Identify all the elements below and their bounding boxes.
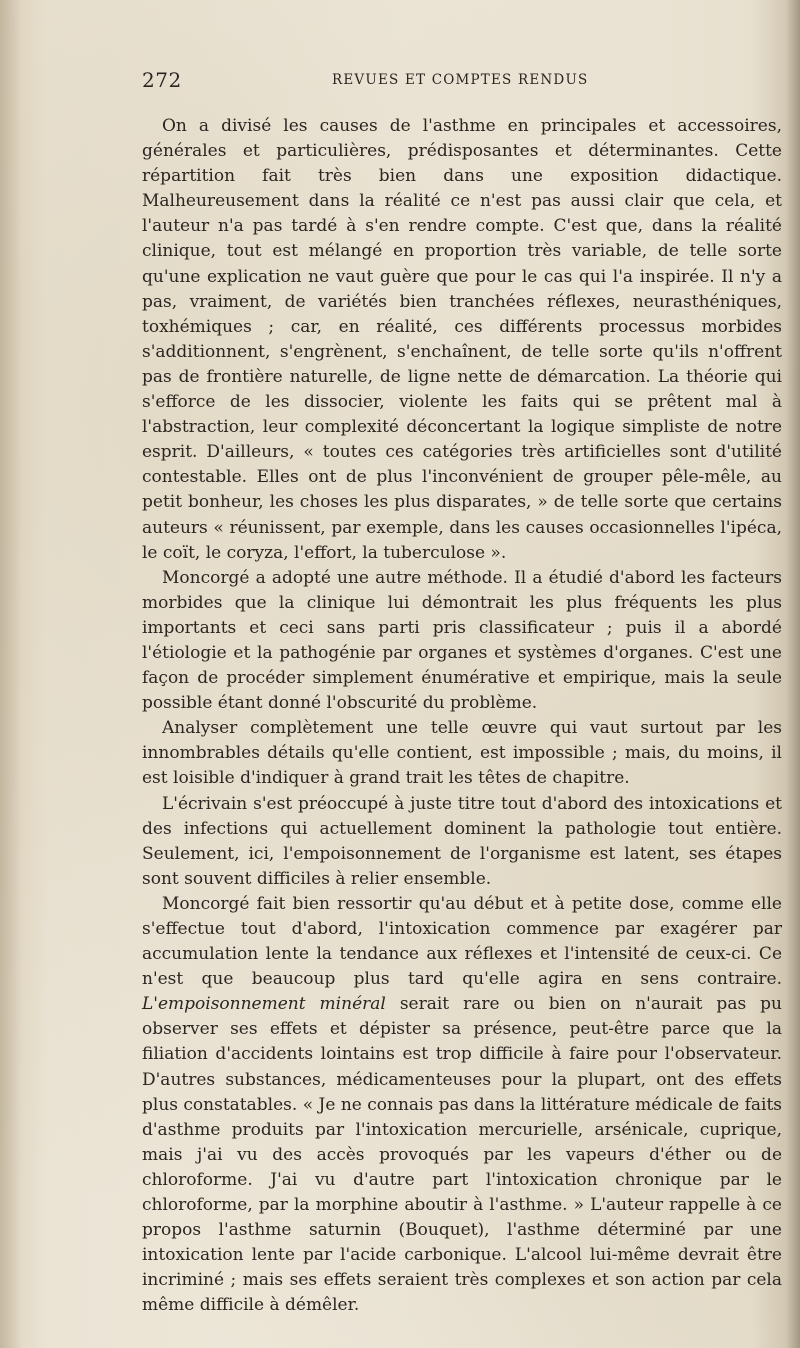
paragraph-analyse-oeuvre: Analyser complètement une telle œuvre qui vaut surtout par les innombrables détails qu'elle contient, est impossible ; mais, du moins, il est loisible d'indiquer à grand trait les têtes de chapitre. xyxy=(142,718,782,789)
paragraph-intoxication-asthme xyxy=(142,892,782,1319)
page-number: 272 xyxy=(142,68,182,92)
paragraph-text-end: serait rare ou bien on n'aurait pas pu observer ses effets et dépister sa présence, peut-être parce que la filiation d'accidents lointains est trop difficile à faire pour l'observateur. D'autres substances, médicamenteuses pour la plupart, ont des effets plus constatables. « Je ne connais pas dans la littérature médicale de faits d'asthme produits par l'intoxication mercurielle, arsénicale, cuprique, mais j'ai vu des accès provoqués par les vapeurs d'éther ou de chloroforme. J'ai vu d'autre part l'intoxication chronique par le chloroforme, par la morphine aboutir à l'asthme. » L'auteur rappelle à ce propos l'asthme saturnin (Bouquet), l'asthme déterminé par une intoxication lente par l'acide carbonique. L'alcool lui-même devrait être incriminé ; mais ses effets seraient très complexes et son action par cela même difficile à démêler. xyxy=(142,994,782,1316)
paragraph-causes-asthme: On a divisé les causes de l'asthme en principales et accessoires, générales et particulières, prédisposantes et déterminantes. Cette répartition fait très bien dans une exposition didactique. Malheureusement dans la réalité ce n'est pas aussi clair que cela, et l'auteur n'a pas tardé à s'en rendre compte. C'est que, dans la réalité clinique, tout est mélangé en proportion très variable, de telle sorte qu'une explication ne vaut guère que pour le cas qui l'a inspirée. Il n'y a pas, vraiment, de variétés bien tranchées réflexes, neurasthéniques, toxhémiques ; car, en réalité, ces différents processus morbides s'additionnent, s'engrènent, s'enchaînent, de telle sorte qu'ils n'offrent pas de frontière naturelle, de ligne nette de démarcation. La théorie qui s'efforce de les dissocier, violente les faits qui se prêtent mal à l'abstraction, leur complexité déconcertant la logique simpliste de notre esprit. D'ailleurs, « toutes ces catégories très artificielles sont d'utilité contestable. Elles ont de plus l'inconvénient de grouper pêle-mêle, au petit bonheur, les choses les plus disparates, » de telle sorte que certains auteurs « réunissent, par exemple, dans les causes occasionnelles l'ipéca, le coït, le coryza, l'effort, la tuberculose ». xyxy=(142,116,782,563)
body-text xyxy=(142,114,782,1319)
running-head: REVUES ET COMPTES RENDUS xyxy=(332,72,589,88)
binding-shadow xyxy=(0,0,22,1348)
page-header xyxy=(142,68,782,98)
paragraph-methode-moncorge: Moncorgé a adopté une autre méthode. Il a étudié d'abord les facteurs morbides que la clinique lui démontrait les plus fréquents les plus importants et ceci sans parti pris classificateur ; puis il a abordé l'étiologie et la pathogénie par organes et systèmes d'organes. C'est une façon de procéder simplement énumérative et empirique, mais la seule possible étant donné l'obscurité du problème. xyxy=(142,567,782,714)
page-edge-shadow xyxy=(786,0,800,1348)
italic-term: L'empoisonnement minéral xyxy=(142,994,386,1015)
paragraph-intoxications-infections: L'écrivain s'est préoccupé à juste titre tout d'abord des intoxications et des infections qui actuellement dominent la pathologie tout entière. Seulement, ici, l'empoisonnement de l'organisme est latent, ses étapes sont souvent difficiles à relier ensemble. xyxy=(142,793,782,889)
paragraph-text-start: Moncorgé fait bien ressortir qu'au début et à petite dose, comme elle s'effectue tout d'abord, l'intoxication commence par exagérer par accumulation lente la tendance aux réflexes et l'intensité de ceux-ci. Ce n'est que beaucoup plus tard qu'elle agira en sens contraire. xyxy=(142,893,782,990)
